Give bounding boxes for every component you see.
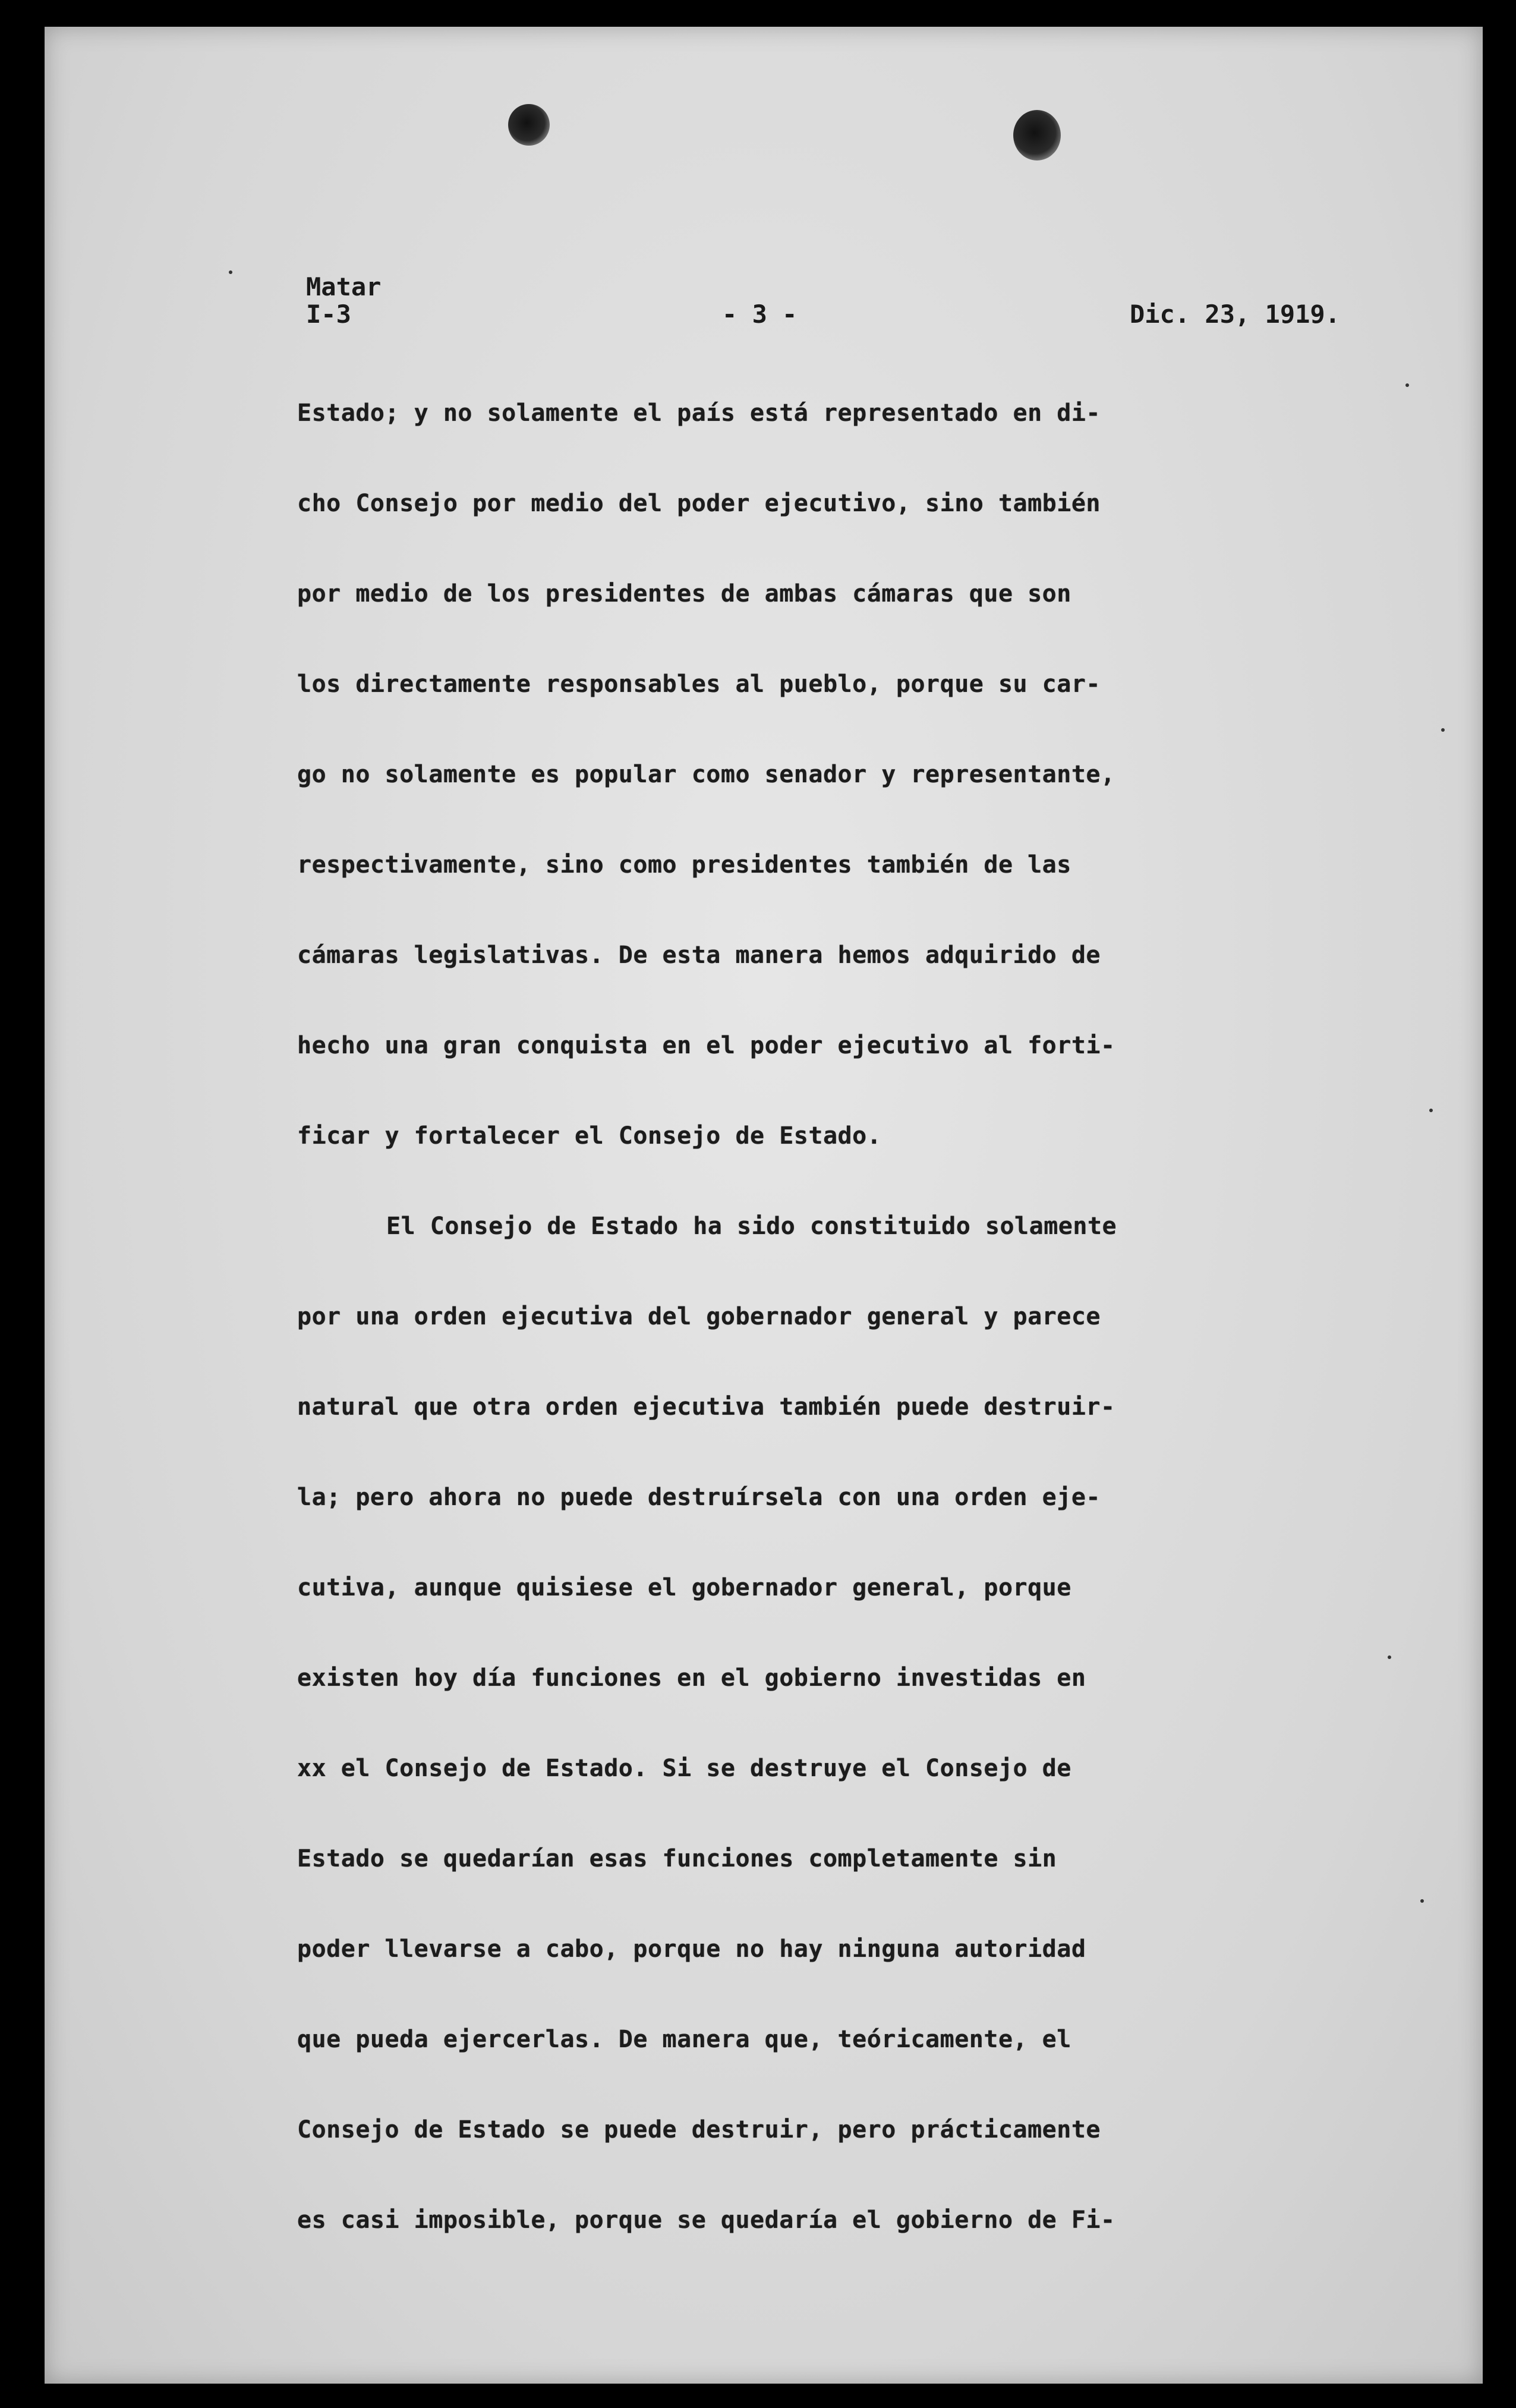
text-line: xx el Consejo de Estado. Si se destruye el Consejo de — [297, 1755, 1071, 1782]
page-number: - 3 - — [722, 300, 798, 329]
text-line: Estado se quedarían esas funciones completamente sin — [297, 1845, 1057, 1872]
text-line: existen hoy día funciones en el gobierno investidas en — [297, 1664, 1086, 1692]
text-line: los directamente responsables al pueblo, porque su car- — [297, 671, 1101, 698]
text-line: que pueda ejercerlas. De manera que, teóricamente, el — [297, 2026, 1071, 2053]
text-line: Consejo de Estado se puede destruir, pero prácticamente — [297, 2116, 1101, 2143]
text-line: la; pero ahora no puede destruírsela con una orden eje- — [297, 1484, 1101, 1511]
speck — [1388, 1655, 1391, 1659]
text-line: poder llevarse a cabo, porque no hay ninguna autoridad — [297, 1935, 1086, 1963]
text-line: go no solamente es popular como senador y representante, — [297, 761, 1115, 788]
text-line: por una orden ejecutiva del gobernador general y parece — [297, 1303, 1101, 1330]
text-line: ficar y fortalecer el Consejo de Estado. — [297, 1122, 882, 1150]
header-author: Matar — [306, 272, 382, 301]
paragraph-start-line: El Consejo de Estado ha sido constituido solamente — [386, 1213, 1117, 1240]
speck — [1420, 1899, 1424, 1903]
speck — [229, 270, 232, 274]
text-line: es casi imposible, porque se quedaría el gobierno de Fi- — [297, 2206, 1115, 2234]
text-line: hecho una gran conquista en el poder ejecutivo al forti- — [297, 1032, 1115, 1059]
text-line: natural que otra orden ejecutiva también puede destruir- — [297, 1393, 1115, 1421]
speck — [1405, 383, 1409, 387]
text-line: cutiva, aunque quisiese el gobernador general, porque — [297, 1574, 1071, 1601]
document-page — [45, 27, 1483, 2384]
header-date: Dic. 23, 1919. — [1129, 300, 1340, 329]
text-line: por medio de los presidentes de ambas cámaras que son — [297, 580, 1071, 607]
speck — [1441, 728, 1445, 732]
paper-specks — [45, 27, 1483, 2384]
header-code: I-3 — [306, 300, 351, 329]
text-line: cámaras legislativas. De esta manera hemos adquirido de — [297, 942, 1101, 969]
text-line: respectivamente, sino como presidentes también de las — [297, 851, 1071, 879]
text-line: Estado; y no solamente el país está representado en di- — [297, 399, 1101, 427]
text-line: cho Consejo por medio del poder ejecutivo, sino también — [297, 490, 1101, 517]
speck — [1429, 1109, 1433, 1112]
